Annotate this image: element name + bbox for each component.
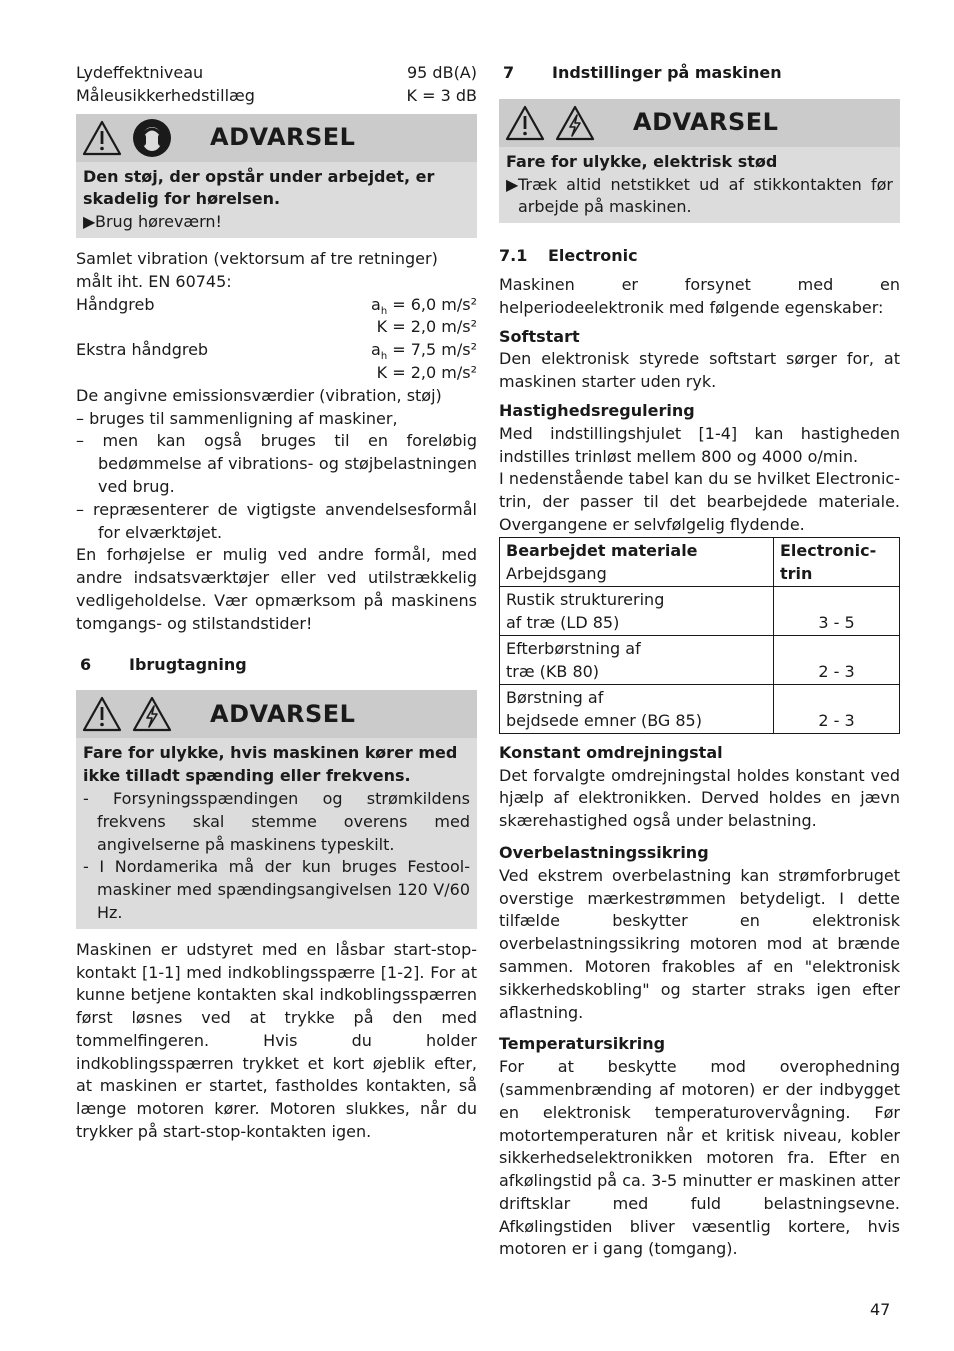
table-header-row <box>500 537 900 586</box>
table-cell-step: 3 - 5 <box>774 586 900 635</box>
warning-box-noise <box>76 114 477 238</box>
vibration-label: Håndgreb <box>76 294 155 314</box>
overload-heading: Overbelastningssikring <box>499 842 709 862</box>
warning-item: - I Nordamerika må der kun bruges Festool- maskiner med spændingsangivelsen 120 V/60 Hz. <box>83 857 470 922</box>
warning-bullet <box>506 174 893 220</box>
vibration-a-value: = 7,5 m/s² <box>387 340 477 360</box>
vibration-label: Ekstra håndgreb <box>76 340 209 360</box>
vibration-a-sub: h <box>380 305 388 317</box>
warning-box-electric <box>499 99 900 223</box>
constant-heading: Konstant omdrejningstal <box>499 742 723 762</box>
triangle-bullet-icon: ▶ <box>506 174 519 194</box>
uncertainty-value: K = 3 dB <box>406 85 477 105</box>
uncertainty-label: Måleusikkerhedstillæg <box>76 85 255 105</box>
vibration-a-value: = 6,0 m/s² <box>387 294 477 314</box>
table-row <box>500 586 900 635</box>
warning-body <box>76 738 477 928</box>
warning-title: ADVARSEL <box>210 123 356 152</box>
warning-triangle-icon <box>82 119 122 157</box>
warning-bullet-text: Brug høreværn! <box>95 212 222 232</box>
warning-header <box>76 690 477 738</box>
vibration-a: a <box>371 294 381 314</box>
table-header-material <box>500 537 774 586</box>
temperature-heading: Temperatursikring <box>499 1034 666 1054</box>
material-line: bejdsede emner (BG 85) <box>506 710 702 730</box>
warning-triangle-icon <box>505 104 545 142</box>
warning-body <box>76 162 477 238</box>
vibration-k: K = 2,0 m/s² <box>376 362 477 382</box>
uncertainty-row <box>76 85 477 108</box>
warning-header <box>499 99 900 147</box>
warning-header <box>76 114 477 162</box>
table-header-material-sub: Arbejdsgang <box>506 563 607 583</box>
section-title: Indstillinger på maskinen <box>552 63 782 82</box>
emission-item: – men kan også bruges til en foreløbig bedømmelse af vibrations- og støjbelastningen ved brug. <box>76 431 477 496</box>
speed-heading: Hastighedsregulering <box>499 400 695 420</box>
noise-row <box>76 62 477 85</box>
emission-intro: De angivne emissionsværdier (vibration, støj) <box>76 385 442 405</box>
emission-item: – bruges til sammenligning af maskiner, <box>76 408 398 428</box>
table-header-step <box>774 537 900 586</box>
overload-text: Ved ekstrem overbelastning kan strømforbruget overstige mærkestrømmen betydeligt. I dette tilfælde beskytter en elektronisk overbelastningssikring motoren mod at brænde sammen. Motoren frakobles af en "elektronisk sikkerhedskobling" og starter straks igen efter aflastning. <box>499 865 900 1022</box>
material-line: træ (KB 80) <box>506 661 600 681</box>
vibration-values <box>371 339 477 385</box>
page-number: 47 <box>870 1300 891 1319</box>
speed-text: Med indstillingshjulet [1-4] kan hastigheden indstilles trinløst mellem 800 og 4000 o/min. <box>499 423 900 466</box>
warning-triangle-icon <box>82 695 122 733</box>
hearing-protection-icon <box>132 118 172 158</box>
vibration-a: a <box>371 340 381 360</box>
warning-bullet <box>83 211 470 234</box>
vibration-a-sub: h <box>380 351 388 363</box>
start-stop-paragraph: Maskinen er udstyret med en låsbar start-stop-kontakt [1-1] med indkoblingsspærre [1-2]. For at kunne betjene kontakten skal indkoblingsspærren først løsnes ved at trykke på den med tommelfingeren. Hvis du holder indkoblingsspærren trykket et kort øjeblik efter, at maskinen er startet, fastholdes kontakten, så længe motoren kører. Motoren slukkes, når du trykker på start-stop-kontakten igen. <box>76 939 477 1142</box>
warning-item: - Forsyningsspændingen og strømkildens frekvens skal stemme overens med angivelserne på maskinens typeskilt. <box>83 788 470 854</box>
left-column <box>76 62 477 1144</box>
section-heading-7-1 <box>499 245 900 268</box>
vibration-k: K = 2,0 m/s² <box>376 317 477 337</box>
section-heading-7 <box>499 62 900 85</box>
warning-box-voltage <box>76 690 477 928</box>
table-cell-step: 2 - 3 <box>774 635 900 684</box>
right-column <box>499 62 900 1261</box>
emission-paragraph: En forhøjelse er mulig ved andre formål, med andre indsatsværktøjer eller ved utilstrækkelig vedligeholdelse. Vær opmærksom på maskinens tomgangs- og stilstandstider! <box>76 545 477 633</box>
emission-item: – repræsenterer de vigtigste anvendelsesformål for elværktøjet. <box>76 499 477 542</box>
temperature-text: For at beskytte mod overophedning (sammenbrænding af motoren) er der indbygget en elektronisk temperaturovervågning. Før motortemperaturen når et kritisk niveau, kobler sikkerhedselektronikken motoren fra. Efter en afkølingstid på ca. 3-5 minutter er maskinen atter driftsklar med fuld belastningsevne. Afkølingstiden bliver væsentlig kortere, hvis motoren er i gang (tomgang). <box>499 1057 900 1259</box>
table-row <box>500 635 900 684</box>
electric-shock-icon <box>555 104 595 142</box>
triangle-bullet-icon: ▶ <box>83 212 96 232</box>
section-title: Ibrugtagning <box>129 654 247 674</box>
noise-label: Lydeffektniveau <box>76 63 204 82</box>
softstart-heading: Softstart <box>499 326 580 346</box>
section-number: 7 <box>503 63 515 82</box>
table-row <box>500 684 900 733</box>
noise-value: 95 dB(A) <box>406 63 477 82</box>
electronic-paragraph: Maskinen er forsynet med en helperiodeelektronik med følgende egenskaber: <box>499 274 900 317</box>
material-line: Rustik strukturering <box>506 589 665 609</box>
table-cell-material <box>500 684 774 733</box>
warning-bullet-text: Træk altid netstikket ud af stikkontakten før arbejde på maskinen. <box>518 174 893 217</box>
section-number: 7.1 <box>499 246 528 266</box>
material-line: af træ (LD 85) <box>506 612 620 632</box>
vibration-row-handle <box>76 294 477 340</box>
material-line: Børstning af <box>506 687 604 707</box>
vibration-values <box>371 294 477 340</box>
warning-title: ADVARSEL <box>210 699 356 728</box>
vibration-intro: Samlet vibration (vektorsum af tre retninger) målt iht. EN 60745: <box>76 248 438 291</box>
material-line: Efterbørstning af <box>506 638 641 658</box>
warning-text: Den støj, der opstår under arbejdet, er skadelig for hørelsen. <box>83 166 435 209</box>
warning-text: Fare for ulykke, hvis maskinen kører med ikke tilladt spænding eller frekvens. <box>83 743 458 786</box>
vibration-row-extra-handle <box>76 339 477 385</box>
section-number: 6 <box>80 654 92 674</box>
electric-shock-icon <box>132 695 172 733</box>
table-cell-step: 2 - 3 <box>774 684 900 733</box>
speed-table-intro: I nedenstående tabel kan du se hvilket Electronic-trin, der passer til det bearbejdede materiale. Overgangene er selvfølgelig flydende. <box>499 469 900 534</box>
section-heading-6 <box>76 654 477 677</box>
table-header-step-title: Electronic-trin <box>780 540 877 583</box>
constant-text: Det forvalgte omdrejningstal holdes konstant ved hjælp af elektronikken. Derved holdes en jævn skærehastighed også under belastning. <box>499 765 900 831</box>
softstart-text: Den elektronisk styrede softstart sørger for, at maskinen starter uden ryk. <box>499 349 900 392</box>
section-title: Electronic <box>548 246 638 266</box>
warning-text: Fare for ulykke, elektrisk stød <box>506 151 778 171</box>
table-cell-material <box>500 635 774 684</box>
electronic-table <box>499 537 900 734</box>
table-cell-material <box>500 586 774 635</box>
warning-body <box>499 147 900 223</box>
warning-title: ADVARSEL <box>633 108 779 137</box>
table-header-material-title: Bearbejdet materiale <box>506 540 698 560</box>
